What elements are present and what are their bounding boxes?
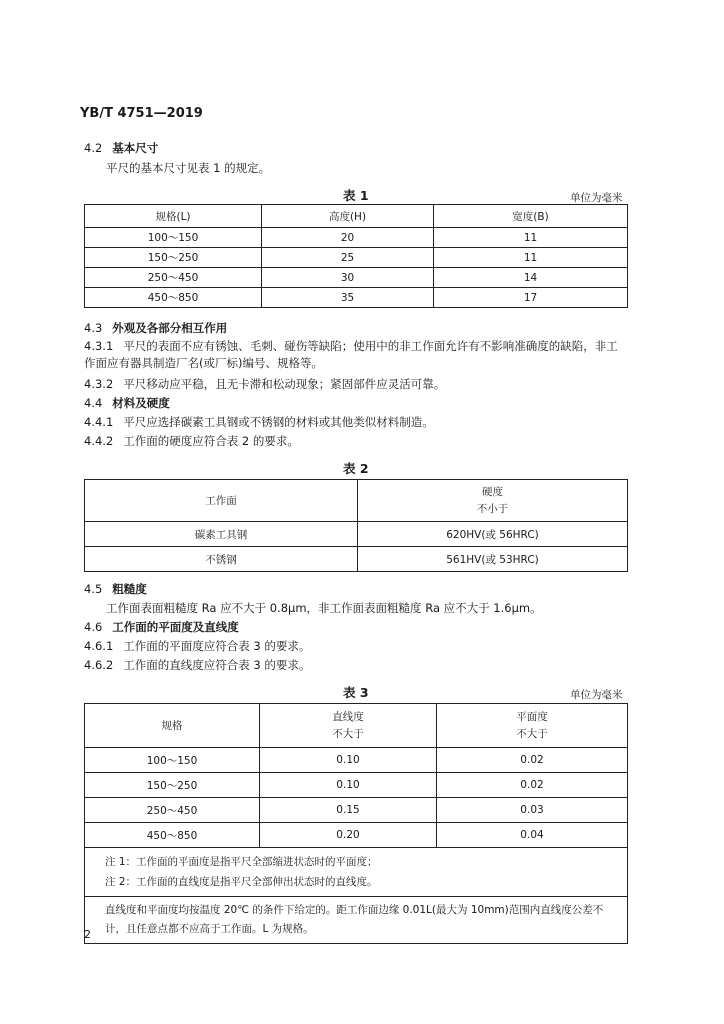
- table-header-cell: 规格: [85, 704, 260, 748]
- table1: [84, 204, 628, 308]
- table-header-cell: [358, 480, 628, 522]
- table-row: [85, 748, 628, 773]
- table-note: 注 1：工作面的平面度是指平尺全部缩进状态时的平面度；: [105, 856, 378, 868]
- table-header-cell: 高度(H): [262, 205, 434, 228]
- table1-unit: 单位为毫米: [570, 192, 623, 204]
- table-row: [85, 547, 628, 572]
- paragraph-4-5: 工作面表面粗糙度 Ra 应不大于 0.8μm，非工作面表面粗糙度 Ra 应不大于 1.6μm。: [106, 601, 542, 615]
- table-header-row: [85, 480, 628, 522]
- heading-title: 外观及各部分相互作用: [112, 321, 228, 335]
- table-notes: [85, 848, 628, 897]
- table-cell: 450～850: [85, 288, 262, 308]
- heading-4-5: [84, 581, 147, 597]
- clause-text: 工作面的硬度应符合表 2 的要求。: [123, 434, 299, 448]
- table-cell: 100～150: [85, 748, 260, 773]
- table-cell: 碳素工具钢: [85, 522, 358, 547]
- table-row: [85, 268, 628, 288]
- paragraph-4-4-2: [84, 433, 299, 449]
- table-remark-row: [85, 897, 628, 944]
- table-cell: 0.20: [260, 823, 437, 848]
- table-header-cell: 宽度(B): [434, 205, 628, 228]
- heading-number: 4.6: [84, 620, 103, 634]
- table-cell: 100～150: [85, 228, 262, 248]
- paragraph-4-6-2: [84, 657, 310, 673]
- heading-4-3: [84, 320, 227, 336]
- table-note: 注 2：工作面的直线度是指平尺全部伸出状态时的直线度。: [105, 876, 378, 888]
- clause-number: 4.3.2: [84, 377, 114, 391]
- clause-text: 平尺应选择碳素工具钢或不锈钢的材料或其他类似材料制造。: [123, 415, 434, 429]
- header-line: 不小于: [476, 502, 509, 515]
- table-cell: 0.03: [437, 798, 628, 823]
- table-header-row: [85, 205, 628, 228]
- table-cell: 17: [434, 288, 628, 308]
- table-row: [85, 228, 628, 248]
- heading-title: 粗糙度: [112, 582, 147, 596]
- clause-number: 4.4.1: [84, 415, 114, 429]
- heading-4-4: [84, 395, 170, 411]
- heading-number: 4.5: [84, 582, 103, 596]
- table-row: [85, 288, 628, 308]
- table-row: [85, 248, 628, 268]
- table-row: [85, 823, 628, 848]
- paragraph-4-2: 平尺的基本尺寸见表 1 的规定。: [106, 161, 271, 175]
- table2: [84, 479, 628, 572]
- table-header-cell: 工作面: [85, 480, 358, 522]
- page-number: 2: [84, 928, 91, 941]
- standard-code: YB/T 4751—2019: [80, 106, 203, 121]
- table-cell: 11: [434, 248, 628, 268]
- clause-text: 平尺移动应平稳，且无卡滞和松动现象；紧固部件应灵活可靠。: [123, 377, 446, 391]
- heading-4-6: [84, 619, 239, 635]
- clause-number: 4.3.1: [84, 339, 114, 353]
- table-header-cell: [260, 704, 437, 748]
- table-cell: 150～250: [85, 248, 262, 268]
- paragraph-4-6-1: [84, 638, 310, 654]
- clause-number: 4.6.1: [84, 639, 114, 653]
- heading-title: 工作面的平面度及直线度: [112, 620, 239, 634]
- table-cell: 561HV(或 53HRC): [358, 547, 628, 572]
- table-header-row: [85, 704, 628, 748]
- table-remark: 直线度和平面度均按温度 20℃ 的条件下给定的。距工作面边缘 0.01L(最大为 10mm)范围内直线度公差不计，且任意点都不应高于工作面。L 为规格。: [85, 897, 628, 944]
- header-line: 直线度: [332, 710, 364, 723]
- table2-caption: 表 2: [343, 461, 369, 476]
- heading-number: 4.4: [84, 396, 103, 410]
- table-cell: 250～450: [85, 798, 260, 823]
- table-row: [85, 522, 628, 547]
- table-cell: 25: [262, 248, 434, 268]
- header-line: 硬度: [482, 485, 503, 498]
- table-cell: 0.15: [260, 798, 437, 823]
- paragraph-4-3-2: [84, 376, 445, 392]
- table1-caption: 表 1: [343, 188, 369, 203]
- table-header-cell: [437, 704, 628, 748]
- table-cell: 35: [262, 288, 434, 308]
- paragraph-4-3-1: [84, 338, 628, 372]
- table-cell: 0.02: [437, 773, 628, 798]
- table-cell: 620HV(或 56HRC): [358, 522, 628, 547]
- heading-number: 4.3: [84, 321, 103, 335]
- header-line: 不大于: [332, 727, 364, 740]
- clause-text: 工作面的平面度应符合表 3 的要求。: [123, 639, 311, 653]
- table-cell: 0.02: [437, 748, 628, 773]
- table3: [84, 703, 628, 944]
- table3-caption: 表 3: [343, 685, 369, 700]
- table-row: [85, 773, 628, 798]
- clause-number: 4.6.2: [84, 658, 114, 672]
- table-cell: 不锈钢: [85, 547, 358, 572]
- clause-text: 平尺的表面不应有锈蚀、毛刺、碰伤等缺陷；使用中的非工作面允许有不影响准确度的缺陷，非工作面应有器具制造厂名(或厂标)编号、规格等。: [84, 339, 618, 370]
- table-cell: 11: [434, 228, 628, 248]
- table-cell: 250～450: [85, 268, 262, 288]
- table-notes-row: [85, 848, 628, 897]
- header-line: 不大于: [516, 727, 548, 740]
- paragraph-4-4-1: [84, 414, 434, 430]
- table-cell: 30: [262, 268, 434, 288]
- heading-title: 基本尺寸: [112, 141, 159, 155]
- table-cell: 150～250: [85, 773, 260, 798]
- table-header-cell: 规格(L): [85, 205, 262, 228]
- heading-title: 材料及硬度: [112, 396, 170, 410]
- table-cell: 450～850: [85, 823, 260, 848]
- clause-number: 4.4.2: [84, 434, 114, 448]
- heading-number: 4.2: [84, 141, 103, 155]
- table-cell: 0.10: [260, 773, 437, 798]
- table-cell: 0.10: [260, 748, 437, 773]
- table3-unit: 单位为毫米: [570, 689, 623, 701]
- table-cell: 0.04: [437, 823, 628, 848]
- table-row: [85, 798, 628, 823]
- clause-text: 工作面的直线度应符合表 3 的要求。: [123, 658, 311, 672]
- table-cell: 20: [262, 228, 434, 248]
- table-cell: 14: [434, 268, 628, 288]
- heading-4-2: [84, 140, 158, 156]
- header-line: 平面度: [516, 710, 548, 723]
